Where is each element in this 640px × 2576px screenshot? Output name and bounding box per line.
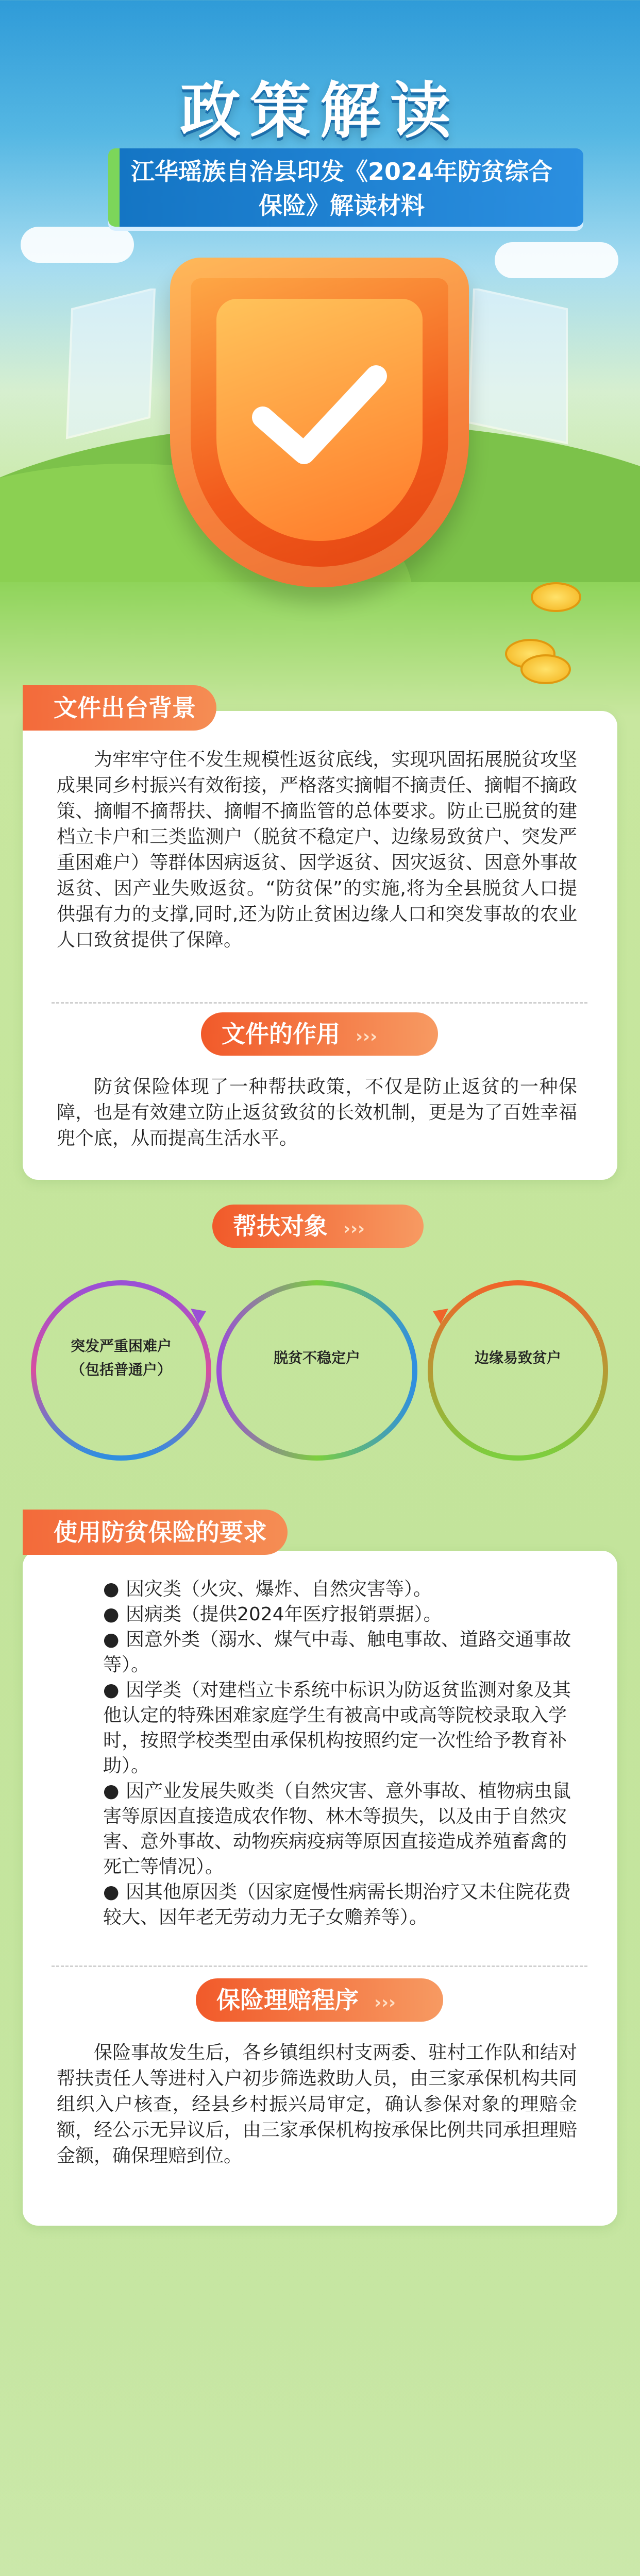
glass-panel-left <box>62 289 165 443</box>
chevrons-icon: ››› <box>374 1992 396 2013</box>
bullet-icon: ● <box>103 1882 120 1903</box>
claims-paragraph: 保险事故发生后，各乡镇组织村支两委、驻村工作队和结对帮扶责任人等进村入户初步筛选救助人员，由三家承保机构共同组织入户核查，经县乡村振兴局审定，确认参保对象的理赔金额，经公示无异议后，由三家承保机构按承保比例共同承担理赔金额，确保理赔到位。 <box>57 2042 577 2166</box>
section-pill-claims <box>196 1978 443 2022</box>
chevrons-icon: ››› <box>343 1218 365 1239</box>
coin-icon <box>520 654 571 684</box>
purpose-paragraph: 防贫保险体现了一种帮扶政策，不仅是防止返贫的一种保障，也是有效建立防止返贫致贫的长效机制，更是为了百姓幸福兜个底，从而提高生活水平。 <box>57 1076 577 1149</box>
coin-icon <box>531 582 581 612</box>
section-pill-label: 文件的作用 <box>222 1020 340 1048</box>
divider <box>52 1965 587 1967</box>
section-pill-targets <box>212 1205 424 1248</box>
glass-panel-right <box>464 289 577 453</box>
requirements-list <box>103 1577 572 1930</box>
list-item: ● 因学类（对建档立卡系统中标识为防返贫监测对象及其他认定的特殊困难家庭学生有被高中或高等院校录取入学时，按照学校类型由承保机构按照约定一次性给予教育补助）。 <box>103 1677 572 1778</box>
page-title: 政策解读 <box>179 75 460 146</box>
cloud <box>21 227 134 263</box>
list-item: ● 因病类（提供2024年医疗报销票据）。 <box>103 1602 572 1627</box>
check-icon <box>242 355 397 479</box>
divider <box>52 1002 587 1004</box>
bullet-icon: ● <box>103 1680 120 1701</box>
target-item-3: 边缘易致贫户 <box>474 1349 561 1366</box>
target-item-2: 脱贫不稳定户 <box>273 1349 360 1366</box>
page-subtitle: 江华瑶族自治县印发《2024年防贫综合保险》解读材料 <box>130 158 553 219</box>
bullet-icon: ● <box>103 1629 120 1650</box>
target-note: （包括普通户） <box>70 1361 172 1378</box>
target-item-1 <box>44 1334 198 1382</box>
list-item: ● 因意外类（溺水、煤气中毒、触电事故、道路交通事故等）。 <box>103 1627 572 1677</box>
list-item: ● 因产业发展失败类（自然灾害、意外事故、植物病虫鼠害等原因直接造成农作物、林木等损失，以及由于自然灾害、意外事故、动物疾病疫病等原因直接造成养殖畜禽的死亡等情况）。 <box>103 1778 572 1879</box>
target-label: 突发严重困难户 <box>70 1337 172 1354</box>
list-item: ● 因灾类（火灾、爆炸、自然灾害等）。 <box>103 1577 572 1602</box>
section-tag-background: 文件出台背景 <box>23 685 216 731</box>
section-tag-requirements: 使用防贫保险的要求 <box>23 1510 288 1555</box>
section-pill-purpose <box>201 1012 438 1056</box>
bullet-icon: ● <box>103 1604 120 1625</box>
bullet-icon: ● <box>103 1781 120 1802</box>
section-pill-label: 保险理赔程序 <box>216 1986 359 2014</box>
bullet-icon: ● <box>103 1579 120 1600</box>
list-item: ● 因其他原因类（因家庭慢性病需长期治疗又未住院花费较大、因年老无劳动力无子女赡养等）。 <box>103 1879 572 1930</box>
cloud <box>495 242 618 278</box>
section-pill-label: 帮扶对象 <box>233 1212 328 1240</box>
chevrons-icon: ››› <box>356 1026 378 1047</box>
background-paragraph: 为牢牢守住不发生规模性返贫底线，实现巩固拓展脱贫攻坚成果同乡村振兴有效衔接，严格落实摘帽不摘责任、摘帽不摘政策、摘帽不摘帮扶、摘帽不摘监管的总体要求。防止已脱贫的建档立卡户和三类监测户（脱贫不稳定户、边缘易致贫户、突发严重困难户）等群体因病返贫、因学返贫、因灾返贫、因意外事故返贫、因产业失败返贫。“防贫保”的实施,将为全县脱贫人口提供强有力的支撑,同时,还为防止贫困边缘人口和突发事故的农业人口致贫提供了保障。 <box>57 749 577 951</box>
